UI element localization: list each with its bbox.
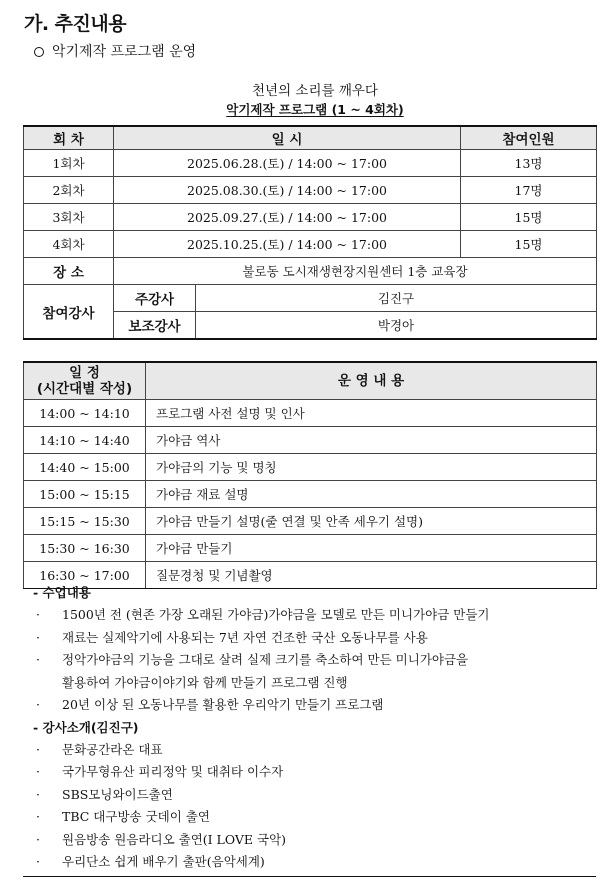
list-item <box>23 649 596 672</box>
table-row <box>24 508 597 535</box>
list-item <box>23 627 596 650</box>
table-row <box>24 427 597 454</box>
list-item-text: 우리단소 쉽게 배우기 출판(음악세계) <box>62 854 265 869</box>
list-item-text: 재료는 실제악기에 사용되는 7년 자연 건조한 국산 오동나무를 사용 <box>62 629 428 645</box>
subheading <box>34 41 196 61</box>
main-lecturer-value: 김진구 <box>196 285 597 312</box>
datetime-cell: 2025.08.30.(토) / 14:00 ~ 17:00 <box>114 177 461 204</box>
list-item-text: 정악가야금의 기능을 그대로 살려 실제 크기를 축소하여 만든 미니가야금을 <box>62 652 469 667</box>
place-value: 불로동 도시재생현장지원센터 1층 교육장 <box>114 258 597 285</box>
header-content: 운 영 내 용 <box>146 362 597 400</box>
session-cell: 2회차 <box>24 177 114 204</box>
place-row <box>24 258 597 285</box>
content-cell: 프로그램 사전 설명 및 인사 <box>146 400 597 427</box>
program-table <box>23 361 597 589</box>
list-item-text: 1500년 전 (현존 가장 오래된 가야금)가야금을 모델로 만든 미니가야금 만들기 <box>62 607 490 622</box>
content-heading: - 수업내용 <box>33 585 91 600</box>
content-cell: 가야금 역사 <box>146 427 597 454</box>
time-cell: 14:00 ~ 14:10 <box>24 400 146 427</box>
list-item <box>23 851 596 874</box>
header-time-line1: 일 정 <box>69 365 100 381</box>
table-row <box>24 231 597 258</box>
participants-cell: 15명 <box>461 231 597 258</box>
list-item <box>23 761 596 784</box>
assistant-value: 박경아 <box>196 312 597 340</box>
bullet-dot: · <box>36 629 40 645</box>
time-cell: 15:00 ~ 15:15 <box>24 481 146 508</box>
table-row <box>24 204 597 231</box>
section-title: 가. 추진내용 <box>24 13 127 35</box>
place-label: 장 소 <box>24 258 114 285</box>
bullet-dot: · <box>36 697 40 712</box>
program-subtitle-text: 악기제작 프로그램 (1 ~ 4회차) <box>226 102 404 117</box>
session-cell: 4회차 <box>24 231 114 258</box>
schedule-table <box>23 125 597 340</box>
time-cell: 14:10 ~ 14:40 <box>24 427 146 454</box>
session-cell: 1회차 <box>24 150 114 177</box>
program-title: 천년의 소리를 깨우다 <box>252 83 378 99</box>
bullet-dot: · <box>36 809 40 824</box>
time-cell: 15:15 ~ 15:30 <box>24 508 146 535</box>
notes-section <box>23 582 596 877</box>
participants-cell: 17명 <box>461 177 597 204</box>
bullet-dot: · <box>36 741 40 757</box>
list-item <box>23 604 596 627</box>
participants-cell: 15명 <box>461 204 597 231</box>
content-cell: 질문경청 및 기념촬영 <box>146 562 597 589</box>
table-row <box>24 481 597 508</box>
time-cell: 16:30 ~ 17:00 <box>24 562 146 589</box>
session-cell: 3회차 <box>24 204 114 231</box>
list-item-text: TBC 대구방송 굿데이 출연 <box>62 809 210 824</box>
list-item <box>23 739 596 762</box>
bullet-dot: · <box>36 854 40 869</box>
list-item-text: 원음방송 원음라디오 출연(I LOVE 국악) <box>62 831 287 847</box>
bullet-dot: · <box>36 786 40 802</box>
participants-cell: 13명 <box>461 150 597 177</box>
time-cell: 15:30 ~ 16:30 <box>24 535 146 562</box>
list-item <box>23 806 596 829</box>
content-cell: 가야금 만들기 설명(줄 연결 및 안족 세우기 설명) <box>146 508 597 535</box>
assistant-label: 보조강사 <box>114 312 196 340</box>
table-row <box>24 177 597 204</box>
lecturer-row <box>24 285 597 312</box>
list-item-continuation: 활용하여 가야금이야기와 함께 만들기 프로그램 진행 <box>62 674 348 690</box>
content-cell: 가야금의 기능 및 명칭 <box>146 454 597 481</box>
datetime-cell: 2025.06.28.(토) / 14:00 ~ 17:00 <box>114 150 461 177</box>
table-row <box>24 400 597 427</box>
header-participants: 참여인원 <box>461 126 597 150</box>
content-cell: 가야금 만들기 <box>146 535 597 562</box>
schedule-header-row <box>24 126 597 150</box>
table-row <box>24 454 597 481</box>
table-row <box>24 150 597 177</box>
subheading-text: 악기제작 프로그램 운영 <box>52 44 197 60</box>
datetime-cell: 2025.09.27.(토) / 14:00 ~ 17:00 <box>114 204 461 231</box>
list-item-text: 문화공간라온 대표 <box>62 741 163 757</box>
table-row <box>24 535 597 562</box>
list-item-text: 국가무형유산 피리정악 및 대취타 이수자 <box>62 764 284 779</box>
header-session: 회 차 <box>24 126 114 150</box>
list-item-text: 20년 이상 된 오동나무를 활용한 우리악기 만들기 프로그램 <box>62 697 384 712</box>
content-cell: 가야금 재료 설명 <box>146 481 597 508</box>
bullet-dot: · <box>36 607 40 622</box>
header-time-line2: (시간대별 작성) <box>36 381 133 397</box>
program-subtitle <box>0 100 616 118</box>
lecturer-label: 참여강사 <box>24 285 114 340</box>
list-item <box>23 694 596 717</box>
header-time <box>24 362 146 400</box>
circle-bullet-icon <box>34 47 44 57</box>
list-item <box>23 784 596 807</box>
main-lecturer-label: 주강사 <box>114 285 196 312</box>
bullet-dot: · <box>36 831 40 847</box>
bullet-dot: · <box>36 652 40 667</box>
bullet-dot: · <box>36 764 40 779</box>
program-header-row <box>24 362 597 400</box>
list-item <box>23 829 596 852</box>
list-item-text: SBS모닝와이드출연 <box>62 786 173 802</box>
bio-heading: - 강사소개(김진구) <box>33 719 139 735</box>
datetime-cell: 2025.10.25.(토) / 14:00 ~ 17:00 <box>114 231 461 258</box>
header-datetime: 일 시 <box>114 126 461 150</box>
time-cell: 14:40 ~ 15:00 <box>24 454 146 481</box>
